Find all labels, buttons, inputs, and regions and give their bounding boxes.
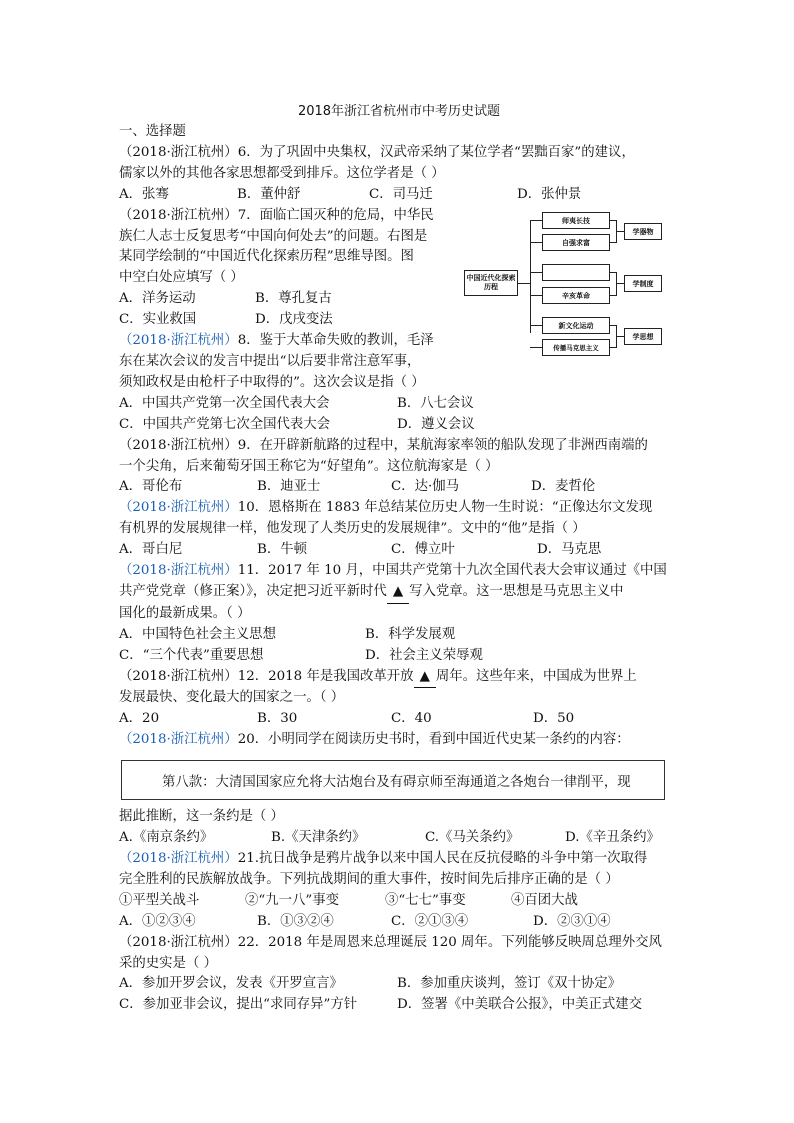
question-9 (119, 436, 679, 457)
option-d: D．遵义会议 (397, 416, 475, 432)
option-c: C．司马迁 (369, 186, 433, 202)
connector-line (530, 347, 542, 348)
question-source: （2018·浙江杭州） (119, 207, 238, 223)
question-text: 20．小明同学在阅读历史书时，看到中国近代史某一条约的内容： (237, 732, 630, 748)
mind-map-root: 中国近代化探索历程 (464, 270, 518, 296)
mind-map-group-1: 学器物 (624, 223, 662, 240)
option-b: B．迪亚士 (257, 479, 321, 495)
question-source: （2018·浙江杭州） (119, 934, 238, 950)
option-b: B．①③②④ (257, 913, 334, 929)
question-text: 7．面临亡国灭种的危局，中华民 (237, 207, 434, 223)
mind-map-node-1: 师夷长技 (542, 212, 610, 229)
option-d: D．马克思 (537, 542, 602, 558)
question-21 (119, 849, 679, 870)
question-22 (119, 933, 679, 954)
question-text: 一个尖角，后来葡萄牙国王称它为“好望角”。这位航海家是（ ） (119, 458, 499, 474)
connector-line (530, 242, 542, 243)
mind-map-node-2: 自强求富 (542, 234, 610, 251)
question-text-part: 写入党章。这一思想是马克思主义中 (409, 583, 624, 599)
question-source: （2018·浙江杭州） (119, 851, 238, 866)
connector-line (616, 283, 624, 284)
option-c: C．傅立叶 (391, 542, 455, 558)
option-d: D．张仲景 (517, 186, 582, 202)
treaty-quote-text: 第八款：大清国国家应允将大沽炮台及有碍京师至海通道之各炮台一律削平，现 (162, 775, 631, 791)
event-3: ③“七七”事变 (385, 892, 466, 908)
question-6 (119, 143, 679, 164)
connector-line (616, 272, 617, 296)
option-a: A．①②③④ (119, 913, 196, 929)
question-text: 国化的最新成果。（ ） (119, 605, 251, 621)
options-row (119, 540, 679, 561)
question-text: 9．在开辟新航路的过程中，某航海家率领的船队发现了非洲西南端的 (237, 437, 648, 453)
option-d: D.《辛丑条约》 (565, 830, 660, 846)
question-text: 22．2018 年是周恩来总理诞辰 120 周年。下列能够反映周总理外交风 (237, 934, 662, 950)
question-text: 族仁人志士反复思考“中国向何处去”的问题。右图是 (119, 228, 428, 244)
question-source: （2018·浙江杭州） (119, 563, 238, 579)
question-text: 儒家以外的其他各家思想都受到排斥。这位学者是（ ） (119, 165, 445, 181)
section-heading: 一、选择题 (119, 124, 186, 139)
question-text: 10．恩格斯在 1883 年总结某位历史人物一生时说：“正像达尔文发现 (237, 500, 653, 516)
question-source: （2018·浙江杭州） (119, 144, 238, 160)
event-4: ④百团大战 (511, 892, 578, 908)
option-d: D．戊戌变法 (255, 312, 333, 328)
events-row (119, 891, 679, 912)
option-c: C．“三个代表”重要思想 (119, 647, 264, 663)
options-row (119, 912, 679, 933)
question-text-part: 周年。这些年来，中国成为世界上 (435, 668, 637, 684)
answer-blank: ▲ (387, 582, 409, 604)
question-text: 8．鉴于大革命失败的教训，毛泽 (237, 333, 434, 349)
question-text: 须知政权是由枪杆子中取得的”。这次会议是指（ ） (119, 374, 425, 390)
event-2: ②“九一八”事变 (245, 892, 340, 908)
connector-line (530, 325, 542, 326)
option-c: C．中国共产党第七次全国代表大会 (119, 416, 331, 432)
question-text: 11．2017 年 10 月，中国共产党第十九次全国代表大会审议通过《中国 (237, 563, 667, 579)
option-b: B．尊孔复古 (255, 291, 332, 307)
question-source: （2018·浙江杭州） (119, 668, 238, 684)
option-a: A．哥伦布 (119, 479, 183, 495)
option-a: A．洋务运动 (119, 291, 196, 307)
option-b: B．董仲舒 (237, 186, 301, 202)
option-d: D．签署《中美联合公报》，中美正式建交 (397, 997, 643, 1013)
option-c: C．参加亚非会议，提出“求同存异”方针 (119, 997, 358, 1013)
options-row (119, 709, 679, 730)
question-text: 有机界的发展规律一样，他发现了人类历史的发展规律”。文中的“他”是指（ ） (119, 521, 586, 537)
option-b: B.《天津条约》 (271, 830, 366, 846)
options-row (119, 625, 679, 646)
option-d: D．麦哲伦 (531, 479, 596, 495)
option-a: A．哥白尼 (119, 542, 183, 558)
option-a: A．中国特色社会主义思想 (119, 626, 276, 642)
page-title: 2018年浙江省杭州市中考历史试题 (297, 104, 501, 119)
option-a: A．张骞 (119, 186, 169, 202)
option-a: A．参加开罗会议，发表《开罗宣言》 (119, 976, 343, 992)
option-b: B．30 (257, 711, 298, 727)
mind-map-diagram (462, 206, 672, 351)
option-c: C.《马关条约》 (425, 830, 520, 846)
question-11 (119, 561, 679, 582)
question-text-part: 共产党党章（修正案）》，决定把习近平新时代 (119, 583, 387, 599)
connector-line (530, 295, 542, 296)
event-1: ①平型关战斗 (119, 892, 200, 908)
options-row (119, 828, 679, 849)
mind-map-node-4: 辛亥革命 (542, 287, 610, 304)
question-12 (119, 667, 679, 689)
question-source: （2018·浙江杭州） (119, 437, 238, 453)
question-text: 采的史实是（ ） (119, 955, 217, 971)
question-text: 6．为了巩固中央集权，汉武帝采纳了某位学者“罢黜百家”的建议， (237, 144, 635, 160)
question-text: 21.抗日战争是鸦片战争以来中国人民在反抗侵略的斗争中第一次取得 (237, 851, 648, 866)
option-b: B．牛顿 (257, 542, 308, 558)
connector-line (616, 336, 624, 337)
options-row (119, 995, 679, 1016)
question-text: 中空白处应填写（ ） (119, 270, 244, 286)
option-c: C．②①③④ (391, 913, 469, 929)
options-row (119, 185, 679, 206)
question-source: （2018·浙江杭州） (119, 500, 238, 516)
question-text: 发展最快、变化最大的国家之一。（ ） (119, 690, 345, 706)
option-a: A．20 (119, 711, 160, 727)
options-row (119, 394, 679, 415)
option-d: D．社会主义荣辱观 (365, 647, 483, 663)
connector-line (530, 220, 542, 221)
mind-map-group-3: 学思想 (624, 328, 662, 345)
question-10 (119, 498, 679, 519)
option-a: A．中国共产党第一次全国代表大会 (119, 395, 330, 411)
options-row (119, 415, 679, 436)
mind-map-node-5: 新文化运动 (542, 317, 610, 334)
option-b: B．八七会议 (397, 395, 474, 411)
connector-line (530, 272, 542, 273)
answer-blank: ▲ (414, 667, 436, 689)
question-20 (119, 730, 679, 751)
question-text: 完全胜利的民族解放战争。下列抗战期间的重大事件，按时间先后排序正确的是（ ） (119, 871, 619, 887)
option-c: C．达·伽马 (391, 479, 460, 495)
option-d: D．②③①④ (533, 913, 611, 929)
question-7 (119, 206, 449, 227)
question-text-part: 12．2018 年是我国改革开放 (237, 668, 414, 684)
question-source: （2018·浙江杭州） (119, 333, 238, 349)
question-text: 某同学绘制的“中国近代化探索历程”思维导图。图 (119, 249, 414, 265)
options-row (119, 477, 679, 498)
options-row (119, 974, 679, 995)
question-source: （2018·浙江杭州） (119, 732, 238, 748)
option-d: D．50 (533, 711, 575, 727)
option-b: B．科学发展观 (365, 626, 456, 642)
question-text: 东在某次会议的发言中提出“以后要非常注意军事， (119, 353, 421, 369)
question-text (119, 582, 679, 604)
options-row (119, 646, 679, 667)
option-c: C．40 (391, 711, 432, 727)
option-c: C．实业救国 (119, 312, 197, 328)
treaty-quote-box (121, 760, 665, 800)
mind-map-group-2: 学制度 (624, 275, 662, 292)
mind-map-node-6: 传播马克思主义 (542, 339, 610, 356)
option-a: A.《南京条约》 (119, 830, 214, 846)
option-b: B．参加重庆谈判，签订《双十协定》 (397, 976, 622, 992)
connector-line (530, 220, 531, 333)
mind-map-blank-node (542, 264, 610, 281)
question-text: 据此推断，这一条约是（ ） (119, 809, 284, 825)
connector-line (518, 283, 530, 284)
connector-line (616, 231, 624, 232)
